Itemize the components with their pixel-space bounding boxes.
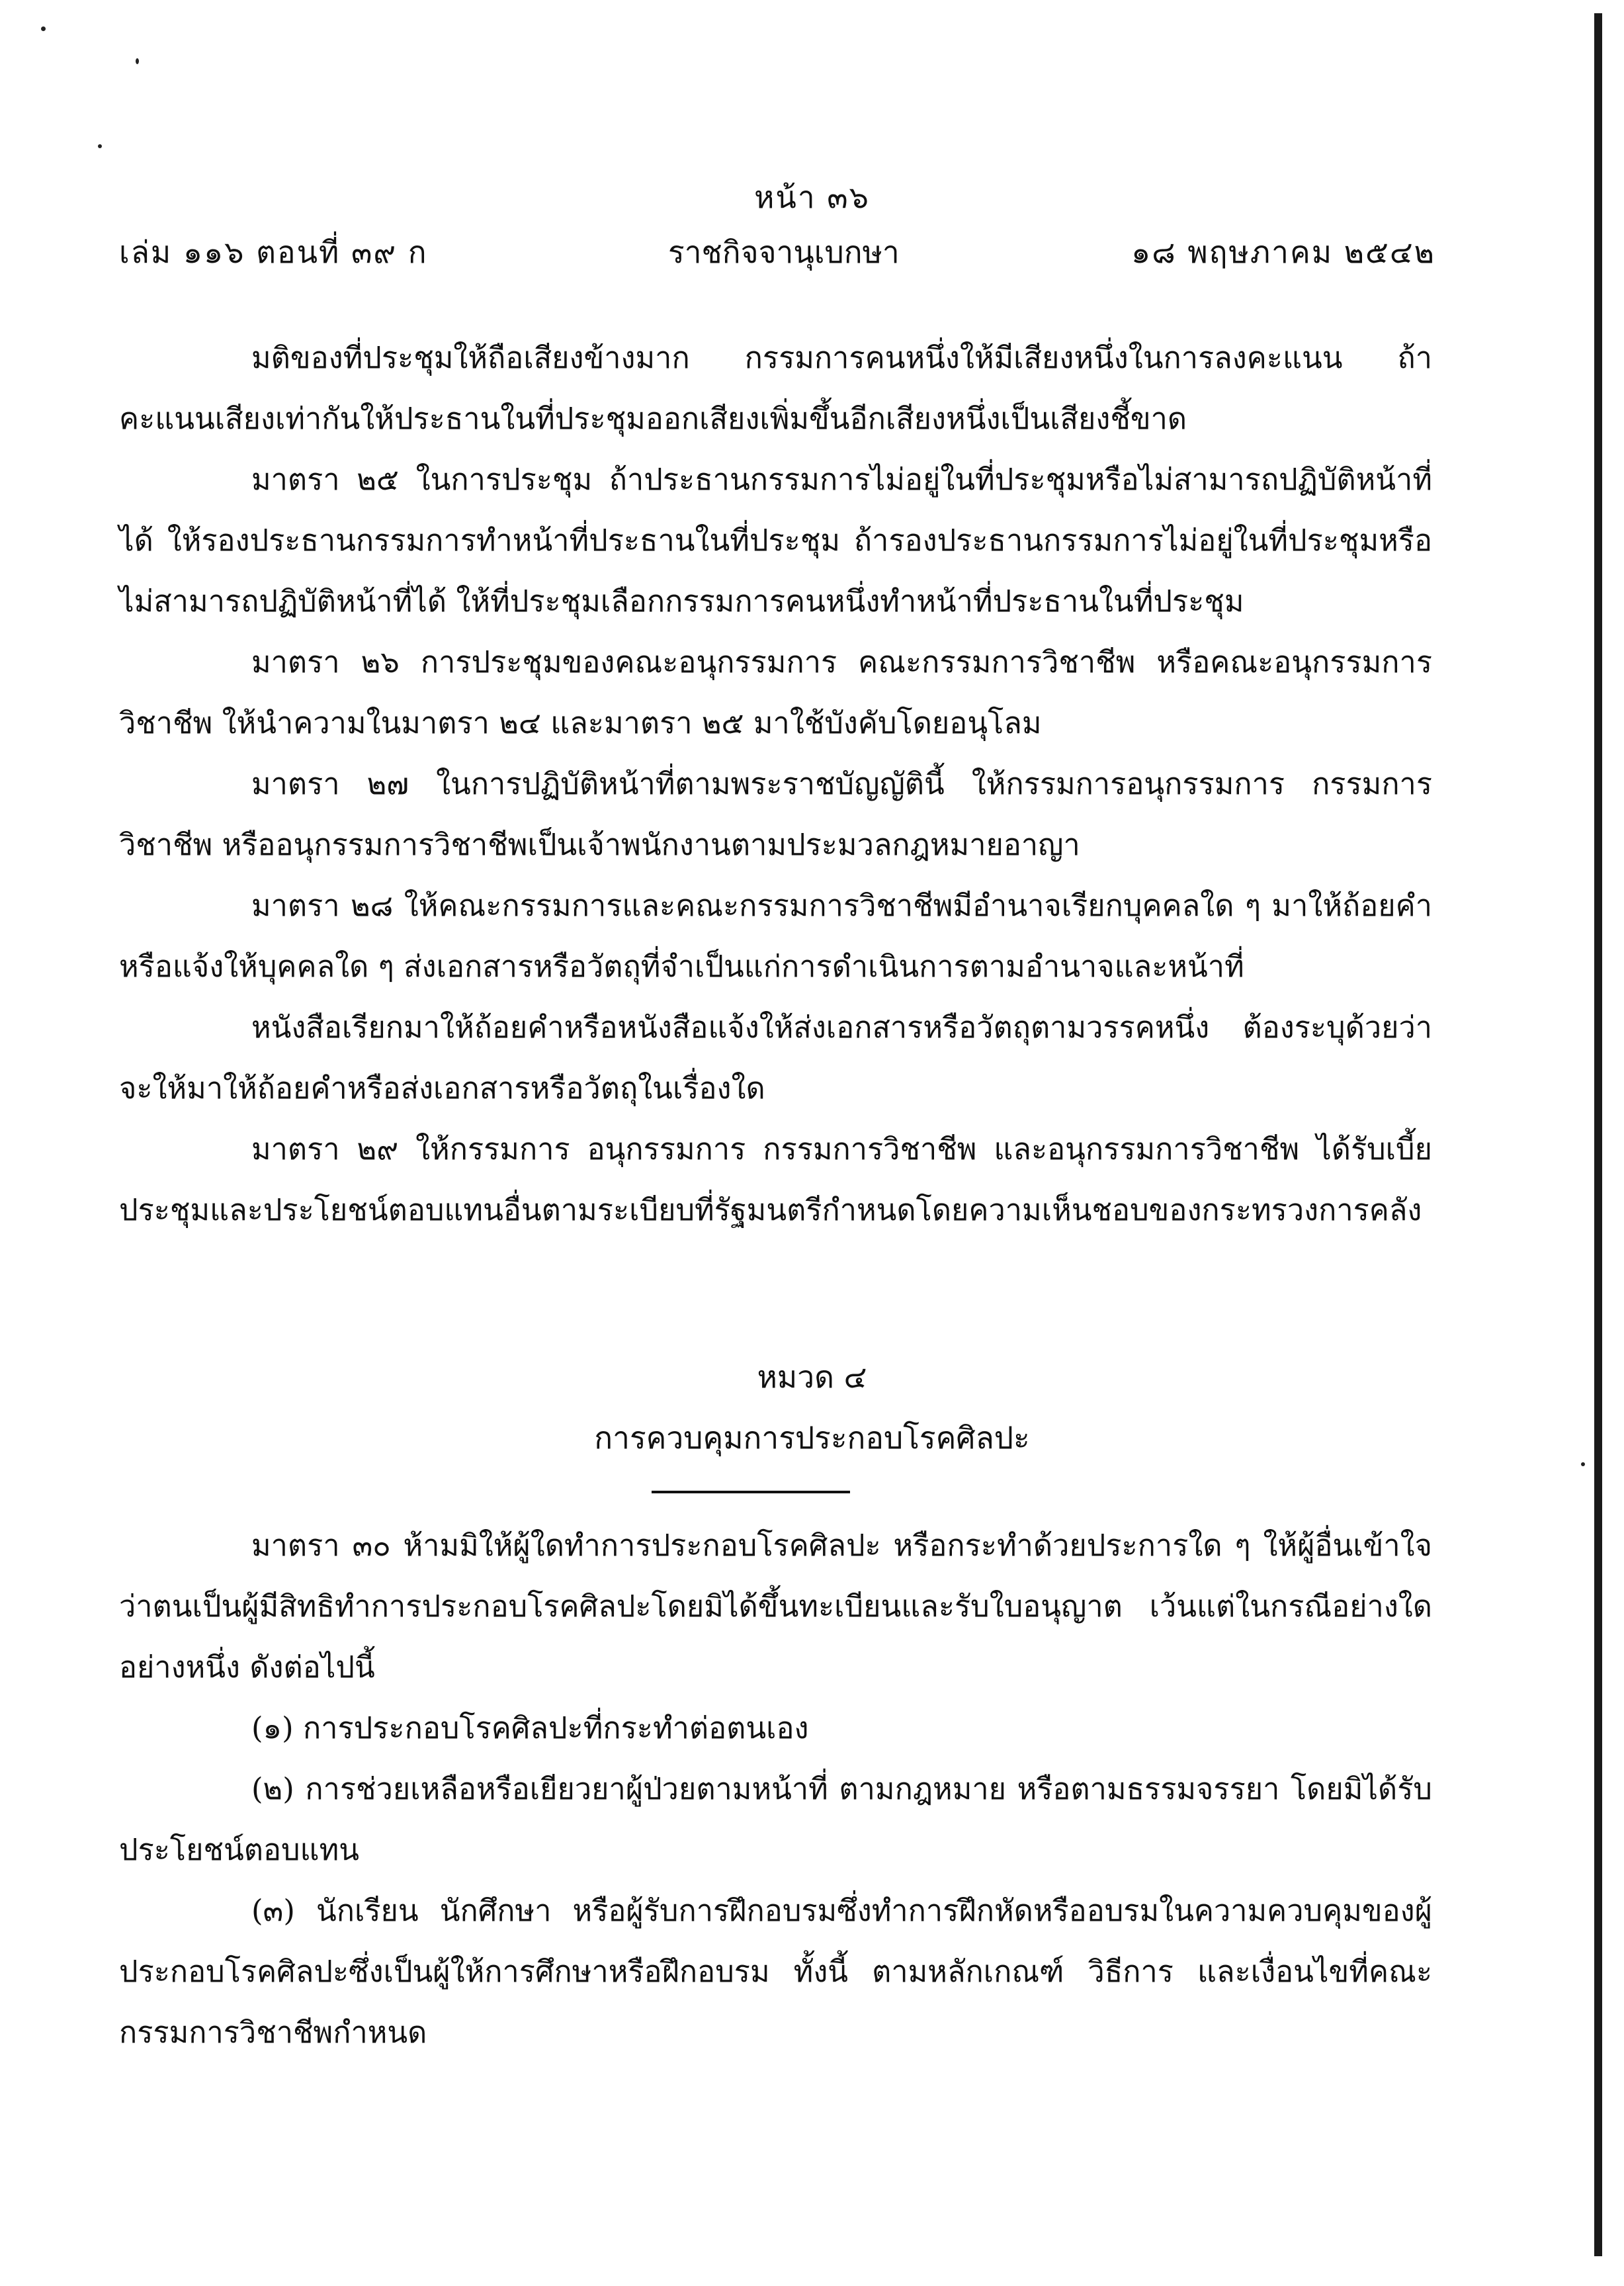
list-item: (๑) การประกอบโรคศิลปะที่กระทำต่อตนเอง <box>251 1710 809 1745</box>
paragraph: มาตรา ๒๖ การประชุมของคณะอนุกรรมการ คณะกรรมการวิชาชีพ หรือคณะอนุกรรมการวิชาชีพ ให้นำความในมาตรา ๒๔ และมาตรา ๒๕ มาใช้บังคับโดยอนุโลม <box>119 644 1432 740</box>
body-text-section-2 <box>119 1515 1432 2063</box>
paragraph: มาตรา ๒๕ ในการประชุม ถ้าประธานกรรมการไม่อยู่ในที่ประชุมหรือไม่สามารถปฏิบัติหน้าที่ได้ ให้รองประธานกรรมการทำหน้าที่ประธานในที่ประชุม ถ้ารองประธานกรรมการไม่อยู่ในที่ประชุมหรือไม่สามารถปฏิบัติหน้าที่ได้ ให้ที่ประชุมเลือกกรรมการคนหนึ่งทำหน้าที่ประธานในที่ประชุม <box>119 462 1432 619</box>
paragraph: หนังสือเรียกมาให้ถ้อยคำหรือหนังสือแจ้งให้ส่งเอกสารหรือวัตถุตามวรรคหนึ่ง ต้องระบุด้วยว่าจะให้มาให้ถ้อยคำหรือส่งเอกสารหรือวัตถุในเรื่องใด <box>119 1010 1432 1106</box>
paragraph: มาตรา ๓๐ ห้ามมิให้ผู้ใดทำการประกอบโรคศิลปะ หรือกระทำด้วยประการใด ๆ ให้ผู้อื่นเข้าใจว่าตนเป็นผู้มีสิทธิทำการประกอบโรคศิลปะโดยมิได้ขึ้นทะเบียนและรับใบอนุญาต เว้นแต่ในกรณีอย่างใดอย่างหนึ่ง ดังต่อไปนี้ <box>119 1528 1432 1685</box>
scan-speck <box>136 58 139 64</box>
scan-edge-bar <box>1594 13 1602 2256</box>
page-number: หน้า ๓๖ <box>754 179 870 215</box>
list-item: (๓) นักเรียน นักศึกษา หรือผู้รับการฝึกอบรมซึ่งทำการฝึกหัดหรืออบรมในความควบคุมของผู้ประกอบโรคศิลปะซึ่งเป็นผู้ให้การศึกษาหรือฝึกอบรม ทั้งนี้ ตามหลักเกณฑ์ วิธีการ และเงื่อนไขที่คณะกรรมการวิชาชีพกำหนด <box>119 1893 1432 2050</box>
gazette-name: ราชกิจจานุเบกษา <box>668 234 900 270</box>
scan-speck <box>98 144 102 148</box>
paragraph: มาตรา ๒๘ ให้คณะกรรมการและคณะกรรมการวิชาชีพมีอำนาจเรียกบุคคลใด ๆ มาให้ถ้อยคำ หรือแจ้งให้บุคคลใด ๆ ส่งเอกสารหรือวัตถุที่จำเป็นแก่การดำเนินการตามอำนาจและหน้าที่ <box>119 888 1432 984</box>
chapter-divider <box>652 1491 850 1493</box>
chapter-heading <box>0 1346 1624 1468</box>
chapter-number: หมวด ๔ <box>757 1359 867 1395</box>
list-item: (๒) การช่วยเหลือหรือเยียวยาผู้ป่วยตามหน้าที่ ตามกฎหมาย หรือตามธรรมจรรยา โดยมิได้รับประโยชน์ตอบแทน <box>119 1771 1432 1867</box>
chapter-title: การควบคุมการประกอบโรคศิลปะ <box>594 1420 1030 1456</box>
paragraph: มาตรา ๒๗ ในการปฏิบัติหน้าที่ตามพระราชบัญญัตินี้ ให้กรรมการอนุกรรมการ กรรมการวิชาชีพ หรืออนุกรรมการวิชาชีพเป็นเจ้าพนักงานตามประมวลกฎหมายอาญา <box>119 766 1432 862</box>
running-header <box>119 228 1435 268</box>
paragraph: มติของที่ประชุมให้ถือเสียงข้างมาก กรรมการคนหนึ่งให้มีเสียงหนึ่งในการลงคะแนน ถ้าคะแนนเสียงเท่ากันให้ประธานในที่ประชุมออกเสียงเพิ่มขึ้นอีกเสียงหนึ่งเป็นเสียงชี้ขาด <box>119 340 1432 436</box>
body-text-section-1 <box>119 328 1432 1241</box>
paragraph: มาตรา ๒๙ ให้กรรมการ อนุกรรมการ กรรมการวิชาชีพ และอนุกรรมการวิชาชีพ ได้รับเบี้ยประชุมและประโยชน์ตอบแทนอื่นตามระเบียบที่รัฐมนตรีกำหนดโดยความเห็นชอบของกระทรวงการคลัง <box>119 1131 1432 1227</box>
scan-speck <box>41 26 46 31</box>
publication-date: ๑๘ พฤษภาคม ๒๕๔๒ <box>1131 234 1435 270</box>
volume-issue: เล่ม ๑๑๖ ตอนที่ ๓๙ ก <box>119 234 428 270</box>
